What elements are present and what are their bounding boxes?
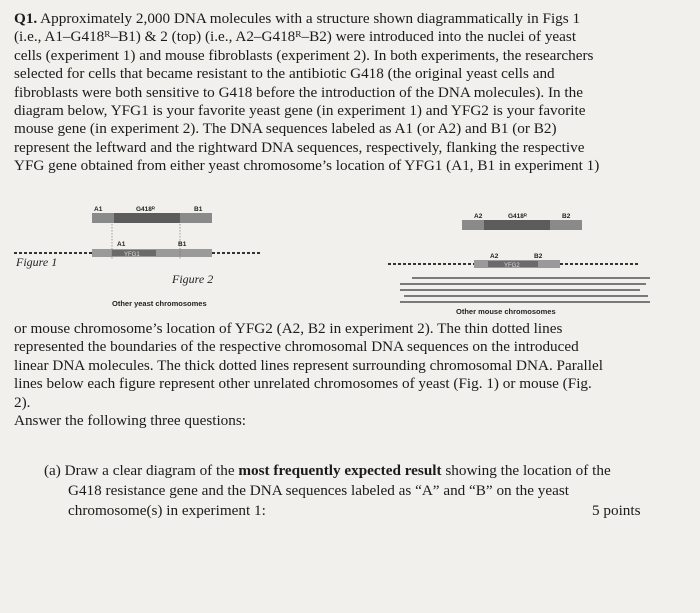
figure-1-introduced-dna (92, 206, 212, 223)
figure-1-label: Figure 1 (16, 255, 58, 269)
figure-2-introduced-dna (462, 213, 582, 230)
question-line-6: diagram below, YFG1 is your favorite yeast gene (in experiment 1) and YFG2 is your favorite (14, 102, 586, 120)
part-a-bold: most frequently expected result (238, 462, 442, 479)
fig2-g418-box (484, 220, 550, 230)
question-number: Q1. (14, 10, 38, 27)
fig2-caption: Other mouse chromosomes (456, 307, 556, 316)
fig2-other-chromosomes (400, 278, 650, 302)
question-line-7: mouse gene (in experiment 2). The DNA sequences labeled as A1 (or A2) and B1 (or B2) (14, 120, 557, 138)
question-paragraph (14, 10, 690, 176)
continuation-paragraph (14, 320, 690, 430)
figure-svg (0, 200, 700, 320)
question-line-2: (i.e., A1–G418ᴿ–B1) & 2 (top) (i.e., A2–G418ᴿ–B2) were introduced into the nuclei of yeast (14, 28, 577, 46)
question-line-4: selected for cells that became resistant to the antibiotic G418 (the original yeast cells and (14, 65, 555, 83)
part-a-points: 5 points (592, 502, 641, 519)
continuation-line-3: linear DNA molecules. The thick dotted lines represent surrounding chromosomal DNA. Parallel (14, 356, 603, 374)
question-line-8: represent the leftward and the rightward DNA sequences, respectively, flanking the respective (14, 138, 585, 156)
figure-area (0, 200, 700, 320)
part-a-line-3: chromosome(s) in experiment 1: (68, 502, 266, 519)
continuation-line-2: represented the boundaries of the respective chromosomal DNA sequences on the introduced (14, 338, 579, 356)
fig1-g418-box (114, 213, 180, 223)
part-a-line-2: G418 resistance gene and the DNA sequences labeled as “A” and “B” on the yeast (68, 482, 570, 499)
continuation-line-5: 2). (14, 393, 31, 411)
question-line-3: cells (experiment 1) and mouse fibroblasts (experiment 2). In both experiments, the researchers (14, 46, 594, 64)
figure-2-label: Figure 2 (172, 272, 214, 286)
fig2-top-g418: G418ᴿ (508, 213, 527, 220)
fig1-chr-a1: A1 (117, 241, 126, 248)
fig2-top-a2: A2 (474, 213, 483, 220)
fig1-caption: Other yeast chromosomes (112, 299, 207, 308)
fig2-chr-b2: B2 (534, 253, 543, 260)
fig1-top-g418: G418ᴿ (136, 206, 155, 213)
fig2-top-b2: B2 (562, 213, 571, 220)
continuation-line-6: Answer the following three questions: (14, 412, 246, 430)
question-line-1: Q1. Approximately 2,000 DNA molecules with a structure shown diagrammatically in Figs 1 (14, 10, 581, 27)
question-line-5: fibroblasts were both sensitive to G418 before the introduction of the DNA molecules). In the (14, 83, 583, 101)
fig1-chr-b1: B1 (178, 241, 187, 248)
question-line-9: YFG gene obtained from either yeast chromosome’s location of YFG1 (A1, B1 in experiment 1) (14, 157, 600, 175)
fig1-gene-label: YFG1 (124, 252, 140, 258)
part-a-line-1: (a) Draw a clear diagram of the most frequently expected result showing the location of the (44, 462, 611, 479)
figure-2-chromosome (388, 253, 640, 269)
continuation-line-4: lines below each figure represent other unrelated chromosomes of yeast (Fig. 1) or mouse (Fig. (14, 375, 592, 393)
continuation-line-1: or mouse chromosome’s location of YFG2 (A2, B2 in experiment 2). The thin dotted lines (14, 320, 563, 337)
fig1-top-a1: A1 (94, 206, 103, 213)
fig2-gene-label: YFG2 (504, 263, 520, 269)
fig2-chr-a2: A2 (490, 253, 499, 260)
fig1-top-b1: B1 (194, 206, 203, 213)
